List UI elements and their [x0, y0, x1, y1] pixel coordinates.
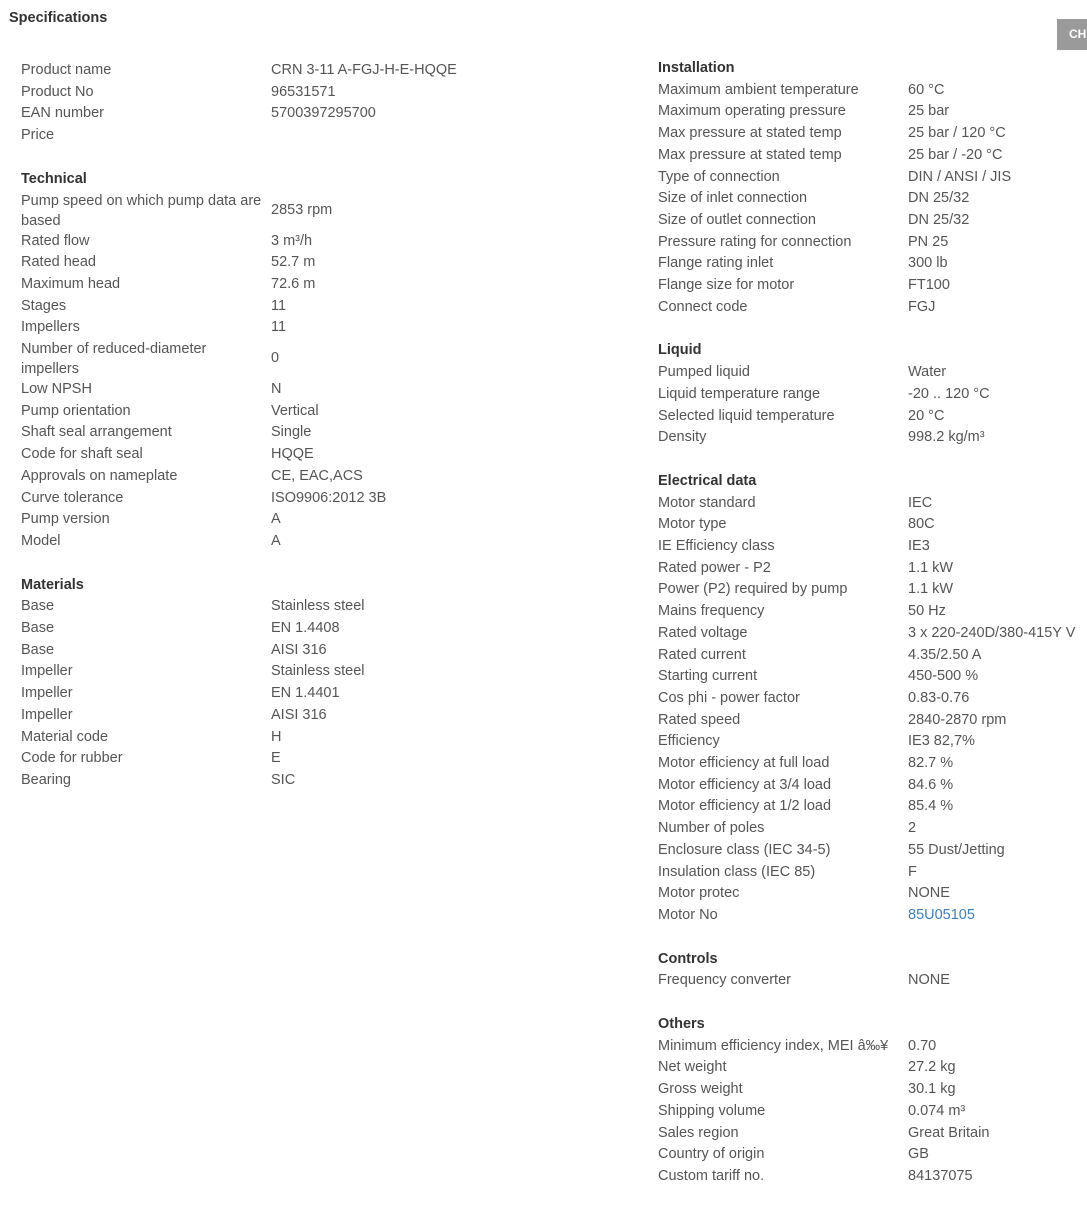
- spec-value: 85.4 %: [908, 798, 954, 815]
- spec-label: Liquid temperature range: [658, 385, 821, 402]
- spec-value: 450-500 %: [908, 668, 979, 685]
- spec-label: Motor efficiency at 3/4 load: [658, 776, 832, 793]
- spec-row: [658, 1166, 1083, 1188]
- installation-section: [658, 58, 1087, 318]
- spec-row: [658, 840, 1083, 862]
- spec-label: Density: [658, 429, 707, 446]
- spec-label: Base: [21, 641, 55, 658]
- spec-value: 2853 rpm: [271, 201, 333, 218]
- spec-value: 3 x 220-240D/380-415Y V: [908, 624, 1076, 641]
- spec-row: [658, 1144, 1083, 1166]
- spec-value: 25 bar: [908, 103, 950, 120]
- spec-label: Country of origin: [658, 1146, 765, 1163]
- right-column: [658, 58, 1087, 1210]
- spec-row: [21, 103, 541, 125]
- spec-label: EAN number: [21, 105, 105, 122]
- spec-value: IE3: [908, 538, 930, 555]
- spec-row: [658, 753, 1083, 775]
- spec-row: [21, 618, 541, 640]
- spec-value: IEC: [908, 494, 933, 511]
- spec-label: Connect code: [658, 298, 748, 315]
- spec-row: [21, 770, 541, 792]
- page-title: Specifications: [9, 10, 108, 26]
- spec-row: [658, 731, 1083, 753]
- spec-value: ISO9906:2012 3B: [271, 489, 387, 506]
- spec-value: 60 °C: [908, 81, 945, 98]
- spec-value: EN 1.4408: [271, 620, 340, 637]
- spec-value: AISI 316: [271, 641, 327, 658]
- spec-label: Gross weight: [658, 1081, 743, 1098]
- spec-row: [21, 317, 541, 339]
- spec-row: [658, 579, 1083, 601]
- spec-row: [21, 640, 541, 662]
- spec-row: [21, 401, 541, 423]
- spec-value: Vertical: [271, 402, 319, 419]
- spec-row: [21, 488, 541, 510]
- spec-row: [658, 297, 1083, 319]
- spec-value: DIN / ANSI / JIS: [908, 168, 1012, 185]
- spec-value: 0.70: [908, 1037, 937, 1054]
- spec-label: Product name: [21, 62, 112, 78]
- spec-value: 0: [271, 350, 280, 367]
- spec-value: NONE: [908, 972, 950, 989]
- spec-value: N: [271, 381, 282, 398]
- spec-label: Impeller: [21, 663, 73, 680]
- spec-value: 0.83-0.76: [908, 689, 970, 706]
- spec-label: Size of outlet connection: [658, 211, 816, 228]
- spec-value: Stainless steel: [271, 598, 365, 615]
- spec-label: Maximum operating pressure: [658, 103, 846, 120]
- spec-value: FT100: [908, 277, 950, 294]
- spec-label: Curve tolerance: [21, 489, 124, 506]
- spec-row: [658, 406, 1083, 428]
- spec-label: Material code: [21, 728, 109, 745]
- spec-label: Pumped liquid: [658, 364, 750, 381]
- spec-value: Water: [908, 364, 947, 381]
- spec-value: 55 Dust/Jetting: [908, 841, 1005, 858]
- spec-value: 2: [908, 820, 917, 837]
- spec-row: [21, 191, 541, 231]
- spec-row: [21, 705, 541, 727]
- spec-value: PN 25: [908, 233, 949, 250]
- spec-label: Insulation class (IEC 85): [658, 863, 816, 880]
- spec-label: Code for shaft seal: [21, 446, 143, 463]
- motor-no-link[interactable]: 85U05105: [908, 906, 975, 923]
- spec-label: Motor type: [658, 516, 727, 533]
- spec-row: [658, 210, 1083, 232]
- spec-label: Rated flow: [21, 232, 90, 249]
- spec-value: NONE: [908, 885, 950, 902]
- spec-value: 2840-2870 rpm: [908, 711, 1007, 728]
- spec-label: Impeller: [21, 685, 73, 702]
- spec-value: 96531571: [271, 83, 336, 100]
- spec-row: [658, 253, 1083, 275]
- spec-label: Bearing: [21, 771, 71, 788]
- spec-label: Maximum head: [21, 275, 121, 292]
- spec-value: DN 25/32: [908, 190, 970, 207]
- spec-label: Sales region: [658, 1124, 739, 1141]
- spec-row: [658, 688, 1083, 710]
- spec-label: Approvals on nameplate: [21, 467, 178, 484]
- spec-label: Pressure rating for connection: [658, 233, 852, 250]
- liquid-table: [658, 362, 1083, 449]
- controls-section: [658, 949, 1087, 992]
- spec-row: [21, 444, 541, 466]
- spec-row: [21, 252, 541, 274]
- spec-row: [658, 514, 1083, 536]
- spec-row: [658, 883, 1083, 905]
- spec-row: [21, 379, 541, 401]
- spec-row: [658, 666, 1083, 688]
- spec-row: [21, 339, 541, 379]
- materials-section: [21, 575, 581, 792]
- spec-label: Frequency converter: [658, 972, 791, 989]
- spec-label: Rated speed: [658, 711, 741, 728]
- left-column: [21, 60, 581, 814]
- spec-row: [658, 1057, 1083, 1079]
- spec-value: A: [271, 511, 281, 528]
- spec-label: Product No: [21, 83, 94, 100]
- technical-table: [21, 191, 541, 553]
- liquid-section: [658, 340, 1087, 449]
- spec-row: [658, 362, 1083, 384]
- spec-value: HQQE: [271, 446, 314, 463]
- spec-row: [21, 231, 541, 253]
- spec-value: H: [271, 728, 282, 745]
- spec-value: GB: [908, 1146, 929, 1163]
- spec-label: Rated voltage: [658, 624, 748, 641]
- spec-label: Base: [21, 598, 55, 615]
- spec-label: Motor standard: [658, 494, 756, 511]
- spec-row: [658, 818, 1083, 840]
- spec-row: [658, 796, 1083, 818]
- spec-label: IE Efficiency class: [658, 538, 775, 555]
- spec-value: 25 bar / -20 °C: [908, 146, 1003, 163]
- liquid-title: Liquid: [658, 342, 702, 359]
- spec-value: [908, 905, 1083, 927]
- spec-value: 52.7 m: [271, 254, 316, 271]
- spec-value: 80C: [908, 516, 935, 533]
- spec-label: Impeller: [21, 706, 73, 723]
- spec-label: Price: [21, 127, 55, 144]
- spec-row: [658, 80, 1083, 102]
- spec-value: [271, 125, 541, 147]
- controls-table: [658, 970, 1083, 992]
- electrical-title: Electrical data: [658, 472, 757, 489]
- spec-label: Motor protec: [658, 885, 740, 902]
- spec-value: -20 .. 120 °C: [908, 385, 990, 402]
- spec-value: 0.074 m³: [908, 1102, 966, 1119]
- spec-value: 3 m³/h: [271, 232, 313, 249]
- spec-row: [658, 710, 1083, 732]
- spec-row: [21, 125, 541, 147]
- spec-row: [658, 427, 1083, 449]
- spec-value: 30.1 kg: [908, 1081, 956, 1098]
- spec-row: [658, 601, 1083, 623]
- spec-value: CRN 3-11 A-FGJ-H-E-HQQE: [271, 62, 457, 78]
- spec-row: [658, 1036, 1083, 1058]
- spec-value: DN 25/32: [908, 211, 970, 228]
- spec-row: [21, 509, 541, 531]
- spec-value: IE3 82,7%: [908, 733, 975, 750]
- spec-value: FGJ: [908, 298, 936, 315]
- spec-value: E: [271, 750, 281, 767]
- spec-label: Cos phi - power factor: [658, 689, 800, 706]
- spec-label: Motor efficiency at full load: [658, 755, 830, 772]
- spec-value: 84137075: [908, 1167, 973, 1184]
- spec-value: Stainless steel: [271, 663, 365, 680]
- spec-value: AISI 316: [271, 706, 327, 723]
- others-table: [658, 1036, 1083, 1188]
- spec-label: Efficiency: [658, 733, 720, 750]
- spec-row: [658, 1101, 1083, 1123]
- spec-row: [21, 596, 541, 618]
- spec-value: Single: [271, 424, 312, 441]
- spec-value: SIC: [271, 771, 296, 788]
- spec-label: Maximum ambient temperature: [658, 81, 859, 98]
- spec-row: [658, 123, 1083, 145]
- spec-value: 300 lb: [908, 255, 948, 272]
- spec-row: [658, 536, 1083, 558]
- spec-value: 20 °C: [908, 407, 945, 424]
- spec-value: EN 1.4401: [271, 685, 340, 702]
- electrical-table: [658, 493, 1083, 927]
- spec-row: [21, 727, 541, 749]
- spec-value: 50 Hz: [908, 603, 946, 620]
- spec-label: Base: [21, 620, 55, 637]
- spec-row: [21, 683, 541, 705]
- spec-value: F: [908, 863, 917, 880]
- ch-button[interactable]: CH: [1057, 19, 1087, 50]
- spec-label: Size of inlet connection: [658, 190, 808, 207]
- spec-label: Mains frequency: [658, 603, 765, 620]
- spec-label: Stages: [21, 297, 67, 314]
- spec-label: Pump version: [21, 511, 110, 528]
- controls-title: Controls: [658, 950, 718, 967]
- spec-value: CE, EAC,ACS: [271, 467, 363, 484]
- spec-value: 998.2 kg/m³: [908, 429, 985, 446]
- spec-value: 1.1 kW: [908, 581, 954, 598]
- installation-table: [658, 80, 1083, 319]
- spec-label: Max pressure at stated temp: [658, 125, 842, 142]
- spec-row: [658, 232, 1083, 254]
- spec-value: 84.6 %: [908, 776, 954, 793]
- spec-label: Shipping volume: [658, 1102, 766, 1119]
- spec-label: Rated power - P2: [658, 559, 771, 576]
- materials-title: Materials: [21, 576, 84, 593]
- spec-label: Rated head: [21, 254, 96, 271]
- spec-row: [658, 493, 1083, 515]
- product-section: [21, 60, 581, 147]
- electrical-section: [658, 471, 1087, 927]
- spec-row: [21, 274, 541, 296]
- spec-label: Motor No: [658, 906, 718, 923]
- spec-row: [658, 970, 1083, 992]
- spec-label: Minimum efficiency index, MEI â‰¥: [658, 1037, 889, 1054]
- materials-table: [21, 596, 541, 791]
- spec-label: Power (P2) required by pump: [658, 581, 848, 598]
- spec-label: Enclosure class (IEC 34-5): [658, 841, 831, 858]
- spec-row: [658, 862, 1083, 884]
- spec-row: [658, 623, 1083, 645]
- spec-row: [21, 82, 541, 104]
- spec-value: 11: [271, 297, 287, 314]
- spec-label: Pump speed on which pump data are based: [21, 192, 262, 229]
- spec-row: [658, 558, 1083, 580]
- installation-title: Installation: [658, 60, 735, 76]
- others-section: [658, 1014, 1087, 1188]
- spec-value: 4.35/2.50 A: [908, 646, 982, 663]
- spec-row: [658, 188, 1083, 210]
- spec-row: [658, 645, 1083, 667]
- spec-value: 72.6 m: [271, 275, 316, 292]
- spec-label: Motor efficiency at 1/2 load: [658, 798, 832, 815]
- spec-value: 25 bar / 120 °C: [908, 125, 1006, 142]
- spec-label: Impellers: [21, 319, 80, 336]
- spec-label: Max pressure at stated temp: [658, 146, 842, 163]
- spec-label: Code for rubber: [21, 750, 123, 767]
- spec-value: 27.2 kg: [908, 1059, 956, 1076]
- spec-label: Net weight: [658, 1059, 727, 1076]
- spec-value: 11: [271, 319, 287, 336]
- spec-label: Starting current: [658, 668, 758, 685]
- spec-label: Flange size for motor: [658, 277, 795, 294]
- technical-section: [21, 169, 581, 553]
- spec-row: [658, 775, 1083, 797]
- spec-row: [21, 60, 541, 82]
- spec-row: [21, 422, 541, 444]
- spec-row: [21, 531, 541, 553]
- product-table: [21, 60, 541, 147]
- spec-label: Low NPSH: [21, 381, 92, 398]
- spec-label: Number of reduced-diameter impellers: [21, 341, 207, 378]
- spec-value: A: [271, 532, 281, 549]
- technical-title: Technical: [21, 170, 87, 187]
- spec-row: [658, 384, 1083, 406]
- spec-label: Selected liquid temperature: [658, 407, 835, 424]
- spec-label: Type of connection: [658, 168, 780, 185]
- spec-row: [658, 275, 1083, 297]
- spec-row: [21, 296, 541, 318]
- spec-row: [658, 905, 1083, 927]
- spec-label: Custom tariff no.: [658, 1167, 765, 1184]
- spec-value: 82.7 %: [908, 755, 954, 772]
- spec-row: [21, 748, 541, 770]
- spec-label: Number of poles: [658, 820, 765, 837]
- spec-row: [21, 466, 541, 488]
- spec-value: 5700397295700: [271, 105, 376, 122]
- spec-label: Shaft seal arrangement: [21, 424, 172, 441]
- spec-label: Model: [21, 532, 61, 549]
- spec-label: Rated current: [658, 646, 746, 663]
- spec-row: [658, 167, 1083, 189]
- spec-value: Great Britain: [908, 1124, 990, 1141]
- spec-row: [658, 101, 1083, 123]
- spec-row: [658, 1079, 1083, 1101]
- spec-label: Flange rating inlet: [658, 255, 774, 272]
- spec-value: 1.1 kW: [908, 559, 954, 576]
- spec-row: [21, 661, 541, 683]
- spec-row: [658, 1123, 1083, 1145]
- spec-label: Pump orientation: [21, 402, 131, 419]
- others-title: Others: [658, 1016, 705, 1033]
- spec-row: [658, 145, 1083, 167]
